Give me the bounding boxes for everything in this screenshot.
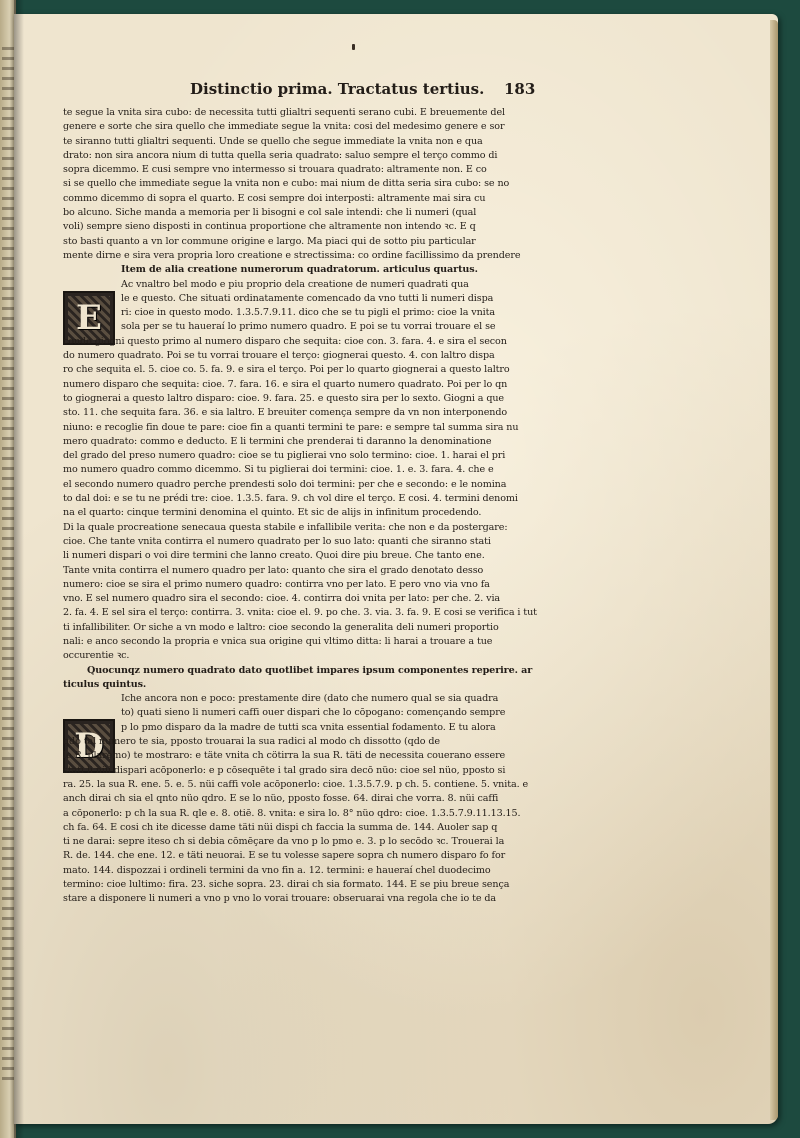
text-line: qdo tal numero te sia, pposto trouarai la sua radici al modo ch dissotto (qdo de [63, 736, 440, 748]
paragraph-1 [63, 106, 569, 263]
text-line: R. de. 144. che ene. 12. e täti neuorai. E se tu volesse sapere sopra ch numero disparo fo for [63, 850, 506, 862]
running-title: Distinctio prima. Tractatus tertius. [190, 80, 485, 98]
text-line: niuno: e recoglie fin doue te pare: cioe fin a quanti termini te pare: e sempre tal summa sira nu [63, 421, 519, 433]
text-line: numero: cioe se sira el primo numero quadro: contirra vno per lato. E pero vno via vno fa [63, 578, 490, 590]
paragraph-2 [63, 278, 569, 664]
text-line: ra. 25. la sua R. ene. 5. e. 5. nüi caffi vole acōponerlo: cioe. 1.3.5.7.9. p ch. 5. contiene. 5. vnita. e [63, 778, 529, 790]
text-line: to giognerai a questo laltro disparo: cioe. 9. fara. 25. e questo sira per lo sexto. Giogni a que [63, 392, 505, 404]
running-header [190, 80, 690, 108]
text-line: te siranno tutti glialtri sequenti. Unde se quello che segue immediate la vnita non e qua [63, 135, 483, 147]
main-text [63, 106, 569, 907]
decorated-initial-e: E [63, 291, 115, 345]
text-line: 2. fa. 4. E sel sira el terço: contirra. 3. vnita: cioe el. 9. po che. 3. via. 3. fa. 9. E cosi se verifica i tut [63, 607, 537, 619]
text-line: Iche ancora non e poco: prestamente dire (dato che numero qual se sia quadra [121, 693, 499, 705]
text-line: del grado del preso numero quadro: cioe se tu piglierai vno solo termino: cioe. 1. harai el pri [63, 450, 506, 462]
text-line: termino: cioe lultimo: fira. 23. siche sopra. 23. dirai ch sia formato. 144. E se piu breue sença [63, 879, 510, 891]
text-line: sola per se tu haueraí lo primo numero quadro. E poi se tu vorrai trouare el se [121, 321, 496, 333]
gutter-shadow [14, 0, 24, 1138]
text-line: commo dicemmo di sopra el quarto. E cosi sempre doi interposti: altramente mai sira cu [63, 192, 486, 204]
text-line: drato: non sira ancora nium di tutta quella seria quadrato: saluo sempre el terço commo di [63, 149, 498, 161]
text-line: mo numero quadro commo dicemmo. Si tu piglierai doi termini: cioe. 1. e. 3. fara. 4. che e [63, 464, 494, 476]
text-line: na el quarto: cinque termini denomina el quinto. Et sic de alijs in infinitum procedendo. [63, 507, 482, 519]
text-line: sto basti quanto a vn lor commune origine e largo. Ma piaci qui de sotto piu particular [63, 235, 476, 247]
text-line: ri: cioe in questo modo. 1.3.5.7.9.11. dico che se tu pigli el primo: cioe la vnita [121, 307, 496, 319]
text-line: p lo pmo disparo da la madre de tutti sca vnita essential fodamento. E tu alora [121, 721, 496, 733]
text-line: a cōponerlo: p ch la sua R. qle e. 8. otiē. 8. vnita: e sira lo. 8° nüo qdro: cioe. 1.3.5.7.9.11.13.15. [63, 807, 521, 819]
text-line: el secondo numero quadro perche prendesti solo doi termini: per che e secondo: e le nomina [63, 478, 507, 490]
section-heading: Quocunqz numero quadrato dato quotlibet impares ipsum componentes reperire. ar [87, 664, 533, 676]
text-line: stare a disponere li numeri a vno p vno lo vorai trouare: obseruarai vna regola che io te da [63, 893, 497, 905]
text-line: ro che sequita el. 5. cioe co. 5. fa. 9. e sira el terço. Poi per lo quarto giognerai a questo laltro [63, 364, 510, 376]
paragraph-3 [63, 692, 569, 906]
text-line: do numero quadrato. Poi se tu vorrai trouare el terço: giognerai questo. 4. con laltro dispa [63, 350, 495, 362]
text-line: voli) sempre sieno disposti in continua proportione che altramente non intendo ꝛc. E q [63, 221, 476, 233]
folio-number: 183 [504, 80, 536, 98]
ink-speck [352, 44, 355, 50]
text-line: bo alcuno. Siche manda a memoria per li bisogni e col sale intendi: che li numeri (qual [63, 207, 477, 219]
text-line: nali: e anco secondo la propria e vnica sua origine qui vltimo ditta: li harai a trouare a tue [63, 635, 493, 647]
text-line: ch fa. 64. E cosi ch ite dicesse dame täti nüi dispi ch faccia la summa de. 144. Auoler sap q [63, 821, 498, 833]
decorated-initial-d: D [63, 719, 115, 773]
text-line: Ac vnaltro bel modo e piu proprio dela creatione de numeri quadrati qua [121, 278, 469, 290]
text-line: numero disparo che sequita: cioe. 7. fara. 16. e sira el quarto numero quadrato. Poi per lo qn [63, 378, 508, 390]
section-heading-continued: ticulus quintus. [63, 678, 147, 690]
text-line: Di la quale procreatione senecaua questa stabile e infallibile verita: che non e da postergare: [63, 521, 508, 533]
text-line: to) quati sieno li numeri caffi ouer dispari che lo cōpogano: començando sempre [121, 707, 506, 719]
facing-page-text-fragment [2, 40, 14, 1080]
text-line: anch dirai ch sia el qnto nüo qdro. E se lo nüo, pposto fosse. 64. dirai che vorra. 8. nüi caffi [63, 793, 499, 805]
text-line: le R. plaremo) te mostraro: e täte vnita ch cötirra la sua R. täti de necessita couerano essere [63, 750, 506, 762]
text-line: ti infallibiliter. Or siche a vn modo e laltro: cioe secondo la generalita deli numeri proportio [63, 621, 499, 633]
text-line: le e questo. Che situati ordinatamente comencado da vno tutti li numeri dispa [121, 292, 494, 304]
text-line: condo giogni questo primo al numero disparo che sequita: cioe con. 3. fara. 4. e sira el secon [63, 335, 507, 347]
page-fore-edge [770, 20, 778, 1120]
text-line: cioe. Che tante vnita contirra el numero quadrato per lo suo lato: quanti che siranno stati [63, 535, 491, 547]
text-line: li numeri dispari o voi dire termini che lanno creato. Quoi dire piu breue. Che tanto ene. [63, 550, 485, 562]
text-line: genere e sorte che sira quello che immediate segue la vnita: cosi del medesimo genere e sor [63, 121, 505, 133]
text-line: sto. 11. che sequita fara. 36. e sia laltro. E breuiter comença sempre da vn non interponendo [63, 407, 508, 419]
text-line: occurentie ꝛc. [63, 650, 130, 662]
text-line: te segue la vnita sira cubo: de necessita tutti glialtri sequenti serano cubi. E breuemente del [63, 107, 506, 118]
text-line: mente dirne e sira vera propria loro creatione e strectissima: co ordine facillissimo da prendere [63, 249, 521, 261]
text-line: stati li nüi dispari acōponerlo: e p cōsequēte i tal grado sira decō nüo: cioe sel nüo, pposto si [63, 764, 506, 776]
text-line: mero quadrato: commo e deducto. E li termini che prenderai ti daranno la denominatione [63, 435, 492, 447]
section-heading: Item de alia creatione numerorum quadratorum. articulus quartus. [121, 264, 478, 276]
text-line: si se quello che immediate segue la vnita non e cubo: mai nium de ditta seria sira cubo: se no [63, 178, 510, 190]
text-line: sopra dicemmo. E cusi sempre vno intermesso si trouara quadrato: altramente non. E co [63, 164, 487, 176]
text-line: ti ne darai: sepre iteso ch si debia cōmēçare da vno p lo pmo e. 3. p lo secōdo ꝛc. Trouerai la [63, 836, 505, 848]
text-line: to dal doi: e se tu ne prédi tre: cioe. 1.3.5. fara. 9. ch vol dire el terço. E cosi. 4. termini denomi [63, 493, 518, 505]
text-line: vno. E sel numero quadro sira el secondo: cioe. 4. contirra doi vnita per lato: per che. 2. via [63, 593, 501, 605]
text-line: mato. 144. dispozzai i ordineli termini da vno fin a. 12. termini: e haueraí chel duodecimo [63, 864, 491, 876]
text-line: Tante vnita contirra el numero quadro per lato: quanto che sira el grado denotato desso [63, 564, 484, 576]
